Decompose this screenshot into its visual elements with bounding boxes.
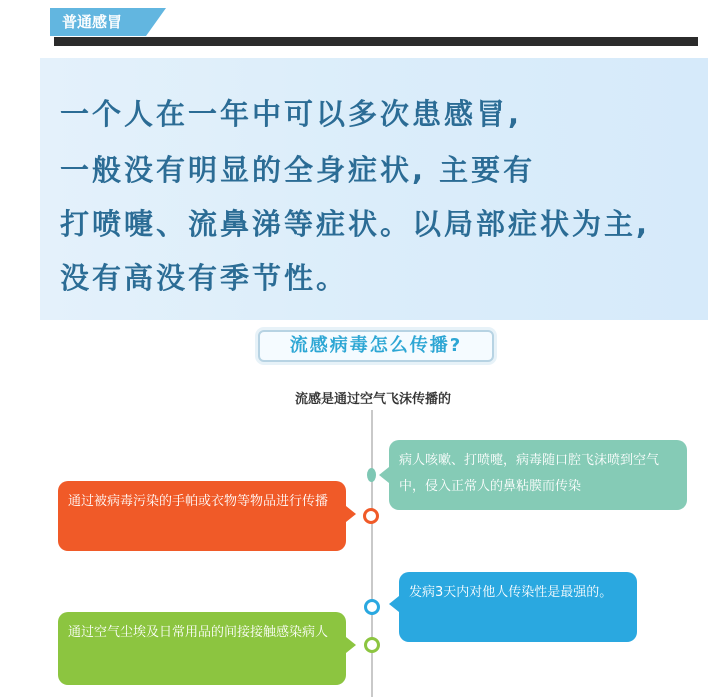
timeline-line: [371, 410, 373, 697]
timeline-card-1-pointer: [379, 467, 389, 483]
timeline-dot-2: [363, 508, 379, 524]
timeline-card-1-text: 病人咳嗽、打喷嚏，病毒随口腔飞沫喷到空气中，侵入正常人的鼻粘膜而传染: [399, 453, 660, 494]
timeline-card-4-pointer: [346, 637, 356, 653]
intro-panel: [40, 58, 708, 320]
timeline-card-2: [58, 481, 346, 551]
header-divider: [54, 37, 698, 46]
timeline-card-3: [399, 572, 637, 642]
intro-line-4: 没有高没有季节性。: [60, 261, 349, 295]
timeline-dot-4: [364, 637, 380, 653]
section-tab: [50, 8, 146, 36]
timeline-dot-3: [364, 599, 380, 615]
timeline-card-4-text: 通过空气尘埃及日常用品的间接接触感染病人: [68, 625, 329, 640]
intro-line-1: 一个人在一年中可以多次患感冒,: [60, 97, 523, 131]
timeline-card-3-pointer: [389, 596, 399, 612]
intro-line-3: 打喷嚏、流鼻涕等症状。以局部症状为主,: [60, 207, 651, 241]
intro-line-2: 一般没有明显的全身症状, 主要有: [60, 153, 536, 187]
timeline-card-2-pointer: [346, 506, 356, 522]
timeline-card-3-text: 发病3天内对他人传染性是最强的。: [409, 585, 613, 600]
timeline-card-2-text: 通过被病毒污染的手帕或衣物等物品进行传播: [68, 494, 329, 509]
section-subtitle: 流感是通过空气飞沫传播的: [294, 392, 451, 407]
timeline-card-1: [389, 440, 687, 510]
section-label: 流感病毒怎么传播?: [289, 335, 463, 356]
section-tab-label: 普通感冒: [62, 13, 123, 31]
timeline-card-4: [58, 612, 346, 685]
section-label-box: [258, 330, 494, 362]
timeline-dot-1: [367, 468, 376, 482]
section-tab-tail: [146, 8, 166, 36]
